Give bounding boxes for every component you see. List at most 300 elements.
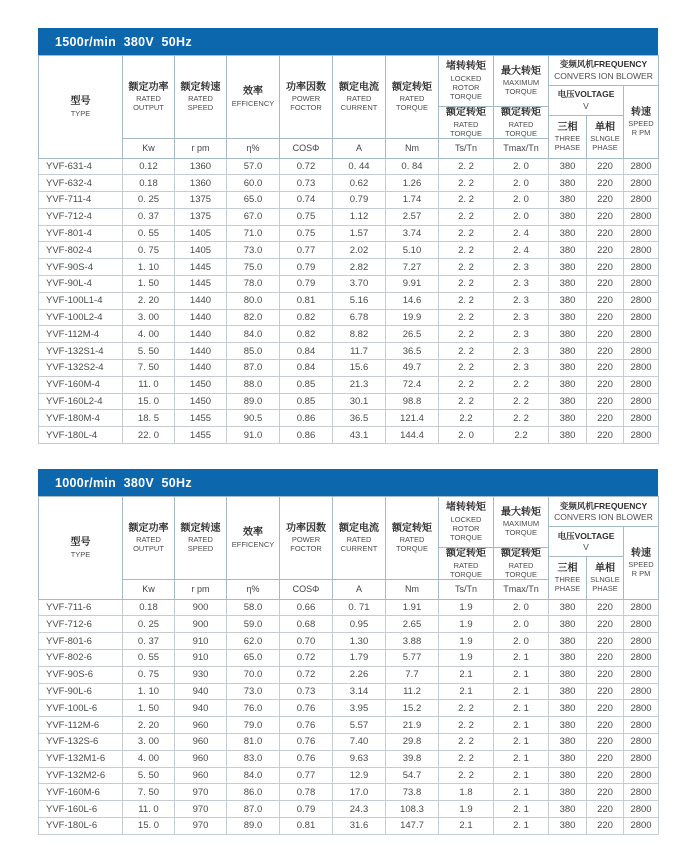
value-cell: 62.0 [227, 633, 280, 650]
value-cell: 84.0 [227, 767, 280, 784]
value-cell: 2. 2 [439, 767, 494, 784]
value-cell: 1445 [175, 276, 227, 293]
value-cell: 960 [175, 717, 227, 734]
value-cell: 0.75 [280, 225, 333, 242]
value-cell: 2. 0 [494, 599, 549, 616]
value-cell: 220 [587, 410, 624, 427]
value-cell: 2. 2 [439, 259, 494, 276]
header-rated-current [333, 497, 386, 580]
value-cell: 380 [549, 649, 587, 666]
value-cell: 220 [587, 633, 624, 650]
value-cell: 2. 1 [494, 750, 549, 767]
value-cell: 5. 50 [123, 343, 175, 360]
value-cell: 380 [549, 733, 587, 750]
value-cell: 2. 4 [494, 242, 549, 259]
value-cell: 2. 2 [439, 750, 494, 767]
value-cell: 1. 10 [123, 683, 175, 700]
header-speed-rpm [624, 527, 659, 600]
value-cell: 2. 1 [494, 717, 549, 734]
value-cell: 220 [587, 276, 624, 293]
header-en: RATED SPEED [187, 535, 214, 554]
value-cell: 0.18 [123, 175, 175, 192]
value-cell: 380 [549, 784, 587, 801]
header-three-phase [549, 557, 587, 600]
value-cell: 220 [587, 360, 624, 377]
value-cell: 49.7 [386, 360, 439, 377]
table-header [39, 56, 659, 159]
header-en: R PM [631, 569, 651, 579]
model-cell: YVF-100L1-4 [39, 292, 123, 309]
value-cell: 220 [587, 326, 624, 343]
header-en: RATED TORQUE [505, 119, 537, 138]
value-cell: 2. 0 [494, 192, 549, 209]
model-cell: YVF-801-4 [39, 225, 123, 242]
value-cell: 900 [175, 616, 227, 633]
table-row [39, 259, 659, 276]
header-en: LOCKED ROTOR TORQUE [450, 514, 482, 542]
model-cell: YVF-100L-6 [39, 700, 123, 717]
value-cell: 0.82 [280, 326, 333, 343]
value-cell: 0.70 [280, 633, 333, 650]
value-cell: 1375 [175, 192, 227, 209]
value-cell: 380 [549, 208, 587, 225]
value-cell: 380 [549, 225, 587, 242]
value-cell: 0.76 [280, 733, 333, 750]
table-title-bar [38, 28, 658, 55]
value-cell: 7. 50 [123, 360, 175, 377]
value-cell: 2. 1 [494, 700, 549, 717]
value-cell: 22. 0 [123, 427, 175, 444]
value-cell: 73.0 [227, 242, 280, 259]
value-cell: 2800 [624, 393, 659, 410]
value-cell: 2800 [624, 683, 659, 700]
value-cell: 2. 2 [439, 276, 494, 293]
value-cell: 1.9 [439, 649, 494, 666]
value-cell: 1.9 [439, 599, 494, 616]
value-cell: 0.82 [280, 309, 333, 326]
value-cell: 6.78 [333, 309, 386, 326]
model-cell: YVF-132S2-4 [39, 360, 123, 377]
value-cell: 220 [587, 158, 624, 175]
value-cell: 15. 0 [123, 393, 175, 410]
value-cell: 39.8 [386, 750, 439, 767]
table-row [39, 192, 659, 209]
header-en: RATED CURRENT [340, 535, 378, 554]
value-cell: 970 [175, 801, 227, 818]
header-cn: 额定转矩 [392, 81, 432, 93]
value-cell: 0.72 [280, 649, 333, 666]
header-cn: 转速 [631, 547, 651, 559]
value-cell: 2. 1 [494, 817, 549, 834]
value-cell: 900 [175, 599, 227, 616]
header-en: RATED TORQUE [396, 94, 428, 112]
value-cell: 380 [549, 326, 587, 343]
value-cell: 380 [549, 750, 587, 767]
header-cn: 单相 [595, 562, 615, 574]
table-row [39, 225, 659, 242]
value-cell: 0.79 [333, 192, 386, 209]
value-cell: 5.10 [386, 242, 439, 259]
unit-a: A [333, 579, 386, 599]
value-cell: 970 [175, 817, 227, 834]
header-en: R PM [631, 128, 651, 137]
value-cell: 1375 [175, 208, 227, 225]
value-cell: 2. 2 [439, 360, 494, 377]
table-row [39, 700, 659, 717]
header-type-en: TYPE [70, 549, 91, 559]
value-cell: 65.0 [227, 649, 280, 666]
unit-eta: η% [227, 579, 280, 599]
value-cell: 220 [587, 784, 624, 801]
value-cell: 0. 44 [333, 158, 386, 175]
table-row [39, 158, 659, 175]
header-power-factor [280, 56, 333, 139]
value-cell: 2.1 [439, 666, 494, 683]
value-cell: 220 [587, 683, 624, 700]
value-cell: 17.0 [333, 784, 386, 801]
value-cell: 2. 2 [439, 343, 494, 360]
value-cell: 2. 3 [494, 343, 549, 360]
header-cn: 功率因数 [286, 522, 326, 534]
value-cell: 2800 [624, 750, 659, 767]
value-cell: 2800 [624, 326, 659, 343]
value-cell: 15.2 [386, 700, 439, 717]
header-single-phase [587, 557, 624, 600]
value-cell: 11. 0 [123, 376, 175, 393]
unit-tmax-tn: Tmax/Tn [494, 579, 549, 599]
table-row [39, 343, 659, 360]
header-en: RATED TORQUE [396, 535, 428, 554]
header-single-phase [587, 116, 624, 159]
value-cell: 910 [175, 649, 227, 666]
model-cell: YVF-90S-4 [39, 259, 123, 276]
value-cell: 380 [549, 410, 587, 427]
value-cell: 220 [587, 292, 624, 309]
header-cn: 单相 [595, 121, 615, 133]
table-row [39, 767, 659, 784]
value-cell: 220 [587, 309, 624, 326]
value-cell: 2.65 [386, 616, 439, 633]
table-row [39, 717, 659, 734]
value-cell: 2. 2 [439, 717, 494, 734]
value-cell: 2. 2 [439, 393, 494, 410]
value-cell: 2. 20 [123, 292, 175, 309]
value-cell: 0. 37 [123, 633, 175, 650]
value-cell: 2800 [624, 175, 659, 192]
value-cell: 2. 2 [439, 326, 494, 343]
unit-ts-tn: Ts/Tn [439, 138, 494, 158]
table-title: 1000r/min 380V 50Hz [55, 475, 192, 490]
header-cn: 转速 [631, 106, 651, 118]
value-cell: 1. 10 [123, 259, 175, 276]
value-cell: 7.27 [386, 259, 439, 276]
model-cell: YVF-132S-6 [39, 733, 123, 750]
value-cell: 1440 [175, 309, 227, 326]
value-cell: 2800 [624, 717, 659, 734]
value-cell: 18. 5 [123, 410, 175, 427]
value-cell: 2. 2 [439, 309, 494, 326]
header-en: RATED TORQUE [450, 119, 482, 138]
value-cell: 380 [549, 343, 587, 360]
value-cell: 79.0 [227, 717, 280, 734]
value-cell: 7.40 [333, 733, 386, 750]
header-cn: 变频风机FREQUENCY [559, 59, 648, 70]
value-cell: 19.9 [386, 309, 439, 326]
value-cell: 1455 [175, 410, 227, 427]
value-cell: 380 [549, 309, 587, 326]
value-cell: 2. 2 [494, 376, 549, 393]
value-cell: 2800 [624, 700, 659, 717]
header-en: LOCKED ROTOR TORQUE [450, 73, 482, 101]
value-cell: 0. 75 [123, 666, 175, 683]
value-cell: 380 [549, 292, 587, 309]
value-cell: 2. 1 [494, 649, 549, 666]
value-cell: 380 [549, 259, 587, 276]
header-cn: 额定功率 [128, 522, 169, 534]
value-cell: 220 [587, 649, 624, 666]
value-cell: 30.1 [333, 393, 386, 410]
header-en: CONVERS ION BLOWER [554, 70, 653, 81]
model-cell: YVF-132M1-6 [39, 750, 123, 767]
value-cell: 1405 [175, 242, 227, 259]
value-cell: 83.0 [227, 750, 280, 767]
header-en: RATED TORQUE [450, 560, 482, 579]
value-cell: 3.14 [333, 683, 386, 700]
header-en: POWER FOCTOR [290, 535, 322, 554]
header-max-ratio-rated-torque [494, 107, 549, 139]
header-cn: 额定电流 [339, 81, 379, 93]
value-cell: 7. 50 [123, 784, 175, 801]
header-rated-output [123, 56, 175, 139]
header-rated-speed [175, 56, 227, 139]
header-rated-torque [386, 497, 439, 580]
value-cell: 940 [175, 683, 227, 700]
value-cell: 9.63 [333, 750, 386, 767]
value-cell: 970 [175, 784, 227, 801]
header-en: V [583, 541, 589, 552]
value-cell: 2800 [624, 784, 659, 801]
value-cell: 1. 50 [123, 700, 175, 717]
value-cell: 2. 0 [494, 158, 549, 175]
value-cell: 0.72 [280, 158, 333, 175]
value-cell: 0.18 [123, 599, 175, 616]
value-cell: 380 [549, 599, 587, 616]
value-cell: 380 [549, 817, 587, 834]
model-cell: YVF-712-4 [39, 208, 123, 225]
value-cell: 31.6 [333, 817, 386, 834]
value-cell: 2.82 [333, 259, 386, 276]
unit-rpm: r pm [175, 579, 227, 599]
value-cell: 220 [587, 427, 624, 444]
value-cell: 960 [175, 767, 227, 784]
unit-cos: COSΦ [280, 138, 333, 158]
model-cell: YVF-132M2-6 [39, 767, 123, 784]
value-cell: 220 [587, 343, 624, 360]
header-cn: 效率 [243, 86, 263, 97]
model-cell: YVF-802-4 [39, 242, 123, 259]
header-voltage [549, 527, 624, 557]
model-cell: YVF-160L-6 [39, 801, 123, 818]
unit-a: A [333, 138, 386, 158]
value-cell: 0.76 [280, 700, 333, 717]
value-cell: 91.0 [227, 427, 280, 444]
value-cell: 0.79 [280, 276, 333, 293]
model-cell: YVF-631-4 [39, 158, 123, 175]
value-cell: 70.0 [227, 666, 280, 683]
value-cell: 0. 37 [123, 208, 175, 225]
value-cell: 36.5 [333, 410, 386, 427]
value-cell: 90.5 [227, 410, 280, 427]
value-cell: 2800 [624, 158, 659, 175]
table-row [39, 242, 659, 259]
value-cell: 71.0 [227, 225, 280, 242]
value-cell: 1440 [175, 326, 227, 343]
header-cn: 额定转矩 [392, 522, 432, 534]
value-cell: 2. 3 [494, 360, 549, 377]
header-power-factor [280, 497, 333, 580]
header-frequency-conversion-blower [549, 56, 659, 86]
value-cell: 2. 0 [494, 208, 549, 225]
value-cell: 380 [549, 717, 587, 734]
header-en: SLNGLE PHASE [590, 575, 620, 594]
header-type-cn: 型号 [70, 537, 91, 549]
header-en: CONVERS ION BLOWER [554, 511, 653, 522]
model-cell: YVF-160M-4 [39, 376, 123, 393]
value-cell: 220 [587, 192, 624, 209]
value-cell: 910 [175, 633, 227, 650]
table-header [39, 497, 659, 600]
value-cell: 220 [587, 225, 624, 242]
value-cell: 2. 1 [494, 801, 549, 818]
value-cell: 2.1 [439, 817, 494, 834]
value-cell: 0.74 [280, 192, 333, 209]
value-cell: 2800 [624, 192, 659, 209]
value-cell: 1450 [175, 393, 227, 410]
value-cell: 220 [587, 393, 624, 410]
value-cell: 3. 00 [123, 309, 175, 326]
value-cell: 5.16 [333, 292, 386, 309]
unit-nm: Nm [386, 138, 439, 158]
value-cell: 0.84 [280, 343, 333, 360]
value-cell: 0.62 [333, 175, 386, 192]
header-en: V [583, 100, 589, 111]
header-efficiency [227, 497, 280, 580]
value-cell: 380 [549, 801, 587, 818]
header-cn: 额定转速 [180, 522, 221, 534]
header-en: THREE PHASE [554, 134, 581, 152]
value-cell: 0.12 [123, 158, 175, 175]
value-cell: 2.2 [439, 410, 494, 427]
header-cn: 功率因数 [286, 81, 326, 93]
table-row [39, 292, 659, 309]
header-locked-rotor-torque [439, 497, 494, 548]
value-cell: 121.4 [386, 410, 439, 427]
value-cell: 2. 1 [494, 666, 549, 683]
table-title: 1500r/min 380V 50Hz [55, 34, 192, 49]
value-cell: 380 [549, 427, 587, 444]
header-max-ratio-rated-torque [494, 548, 549, 580]
value-cell: 36.5 [386, 343, 439, 360]
header-rated-speed [175, 497, 227, 580]
value-cell: 75.0 [227, 259, 280, 276]
unit-eta: η% [227, 138, 280, 158]
header-speed-rpm [624, 86, 659, 159]
value-cell: 87.0 [227, 360, 280, 377]
value-cell: 0.79 [280, 801, 333, 818]
table-row [39, 175, 659, 192]
value-cell: 2. 20 [123, 717, 175, 734]
header-cn: 额定电流 [339, 522, 379, 534]
value-cell: 220 [587, 750, 624, 767]
model-cell: YVF-712-6 [39, 616, 123, 633]
value-cell: 930 [175, 666, 227, 683]
header-locked-ratio-rated-torque [439, 107, 494, 139]
value-cell: 2800 [624, 242, 659, 259]
value-cell: 2. 1 [494, 784, 549, 801]
value-cell: 2. 3 [494, 292, 549, 309]
value-cell: 940 [175, 700, 227, 717]
value-cell: 15. 0 [123, 817, 175, 834]
value-cell: 15.6 [333, 360, 386, 377]
model-cell: YVF-160L2-4 [39, 393, 123, 410]
value-cell: 2. 2 [439, 175, 494, 192]
header-cn: 堵转转矩 [446, 502, 486, 514]
header-en: THREE PHASE [554, 575, 581, 594]
value-cell: 1.8 [439, 784, 494, 801]
model-cell: YVF-632-4 [39, 175, 123, 192]
value-cell: 380 [549, 700, 587, 717]
table-row [39, 326, 659, 343]
value-cell: 1455 [175, 427, 227, 444]
table-row [39, 817, 659, 834]
header-rated-current [333, 56, 386, 139]
value-cell: 76.0 [227, 700, 280, 717]
value-cell: 380 [549, 683, 587, 700]
value-cell: 5.77 [386, 649, 439, 666]
value-cell: 1.74 [386, 192, 439, 209]
value-cell: 220 [587, 733, 624, 750]
header-locked-ratio-rated-torque [439, 548, 494, 580]
table-row [39, 616, 659, 633]
value-cell: 2. 2 [494, 393, 549, 410]
value-cell: 380 [549, 376, 587, 393]
table-body [39, 599, 659, 834]
table-title-bar [38, 469, 658, 496]
value-cell: 14.6 [386, 292, 439, 309]
value-cell: 12.9 [333, 767, 386, 784]
value-cell: 380 [549, 633, 587, 650]
header-frequency-conversion-blower [549, 497, 659, 527]
value-cell: 2. 0 [494, 616, 549, 633]
spec-table-1500rpm [38, 55, 659, 444]
value-cell: 54.7 [386, 767, 439, 784]
value-cell: 220 [587, 175, 624, 192]
value-cell: 2. 1 [494, 683, 549, 700]
value-cell: 67.0 [227, 208, 280, 225]
model-cell: YVF-100L2-4 [39, 309, 123, 326]
value-cell: 0.77 [280, 242, 333, 259]
value-cell: 1.9 [439, 801, 494, 818]
value-cell: 0.76 [280, 717, 333, 734]
value-cell: 2800 [624, 343, 659, 360]
unit-tmax-tn: Tmax/Tn [494, 138, 549, 158]
table-row [39, 683, 659, 700]
value-cell: 1.57 [333, 225, 386, 242]
model-cell: YVF-132S1-4 [39, 343, 123, 360]
value-cell: 21.9 [386, 717, 439, 734]
value-cell: 43.1 [333, 427, 386, 444]
value-cell: 21.3 [333, 376, 386, 393]
